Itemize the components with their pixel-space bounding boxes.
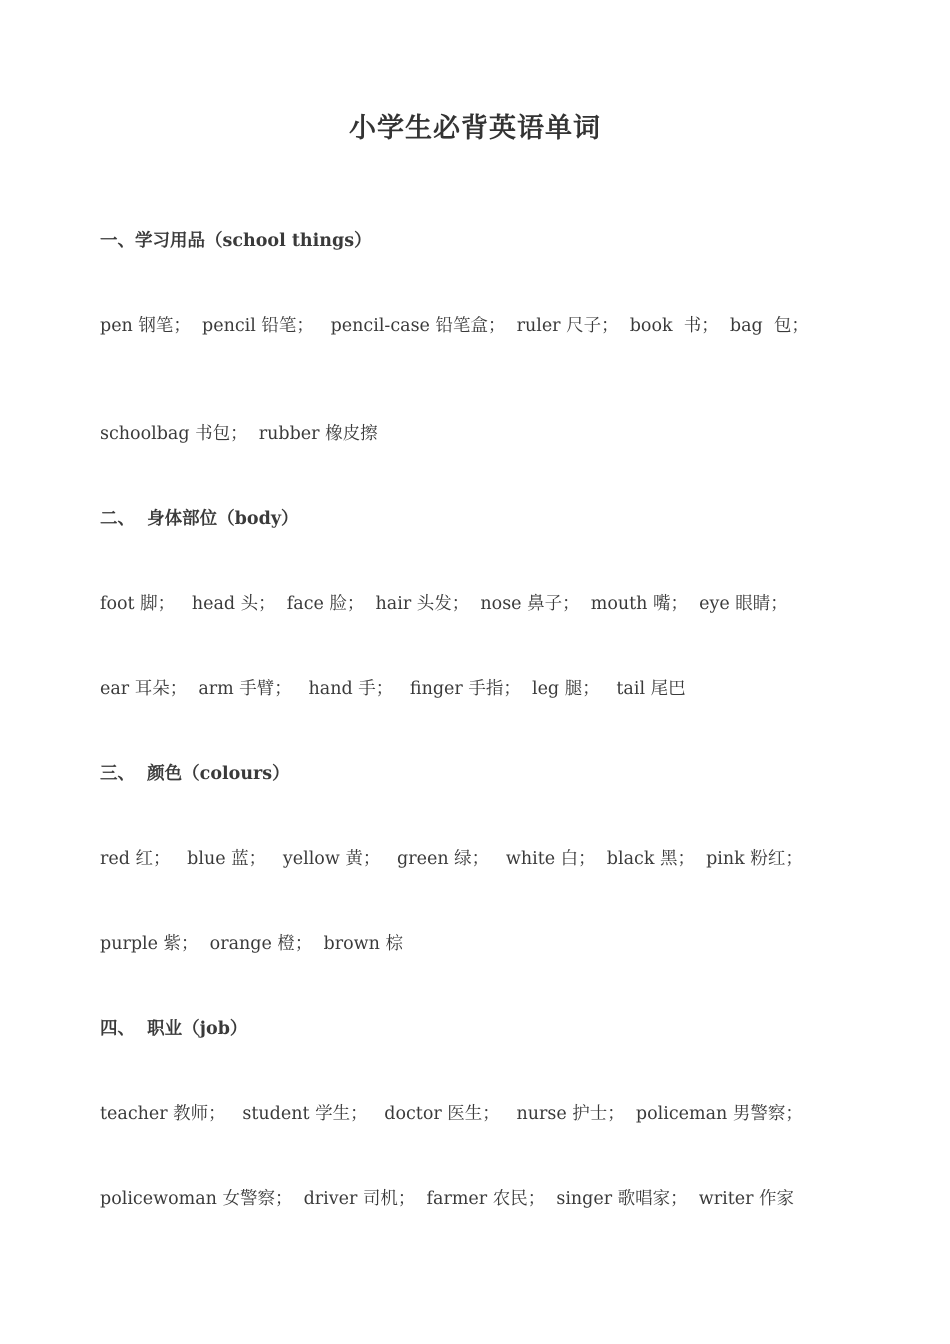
vocab-line: schoolbag 书包； rubber 橡皮擦: [100, 424, 378, 444]
vocab-line: purple 紫； orange 橙； brown 棕: [100, 934, 403, 954]
vocab-line: teacher 教师； student 学生； doctor 医生； nurse 护士； policeman 男警察；: [100, 1104, 803, 1124]
vocab-line: pen 钢笔； pencil 铅笔； pencil-case 铅笔盒； ruler 尺子； book 书； bag 包；: [100, 316, 809, 336]
vocab-line: ear 耳朵； arm 手臂； hand 手； finger 手指； leg 腿； tail 尾巴: [100, 679, 686, 699]
section-heading: 四、 职业（job）: [100, 1019, 248, 1039]
section-heading: 一、学习用品（school things）: [100, 231, 372, 251]
vocab-line: red 红； blue 蓝； yellow 黄； green 绿； white 白； black 黑； pink 粉红；: [100, 849, 803, 869]
page-title: 小学生必背英语单词: [349, 113, 601, 144]
section-heading: 二、 身体部位（body）: [100, 509, 299, 529]
vocab-line: foot 脚； head 头； face 脸； hair 头发； nose 鼻子； mouth 嘴； eye 眼睛；: [100, 594, 788, 614]
vocab-line: policewoman 女警察； driver 司机； farmer 农民； singer 歌唱家； writer 作家: [100, 1189, 795, 1209]
section-heading: 三、 颜色（colours）: [100, 764, 290, 784]
